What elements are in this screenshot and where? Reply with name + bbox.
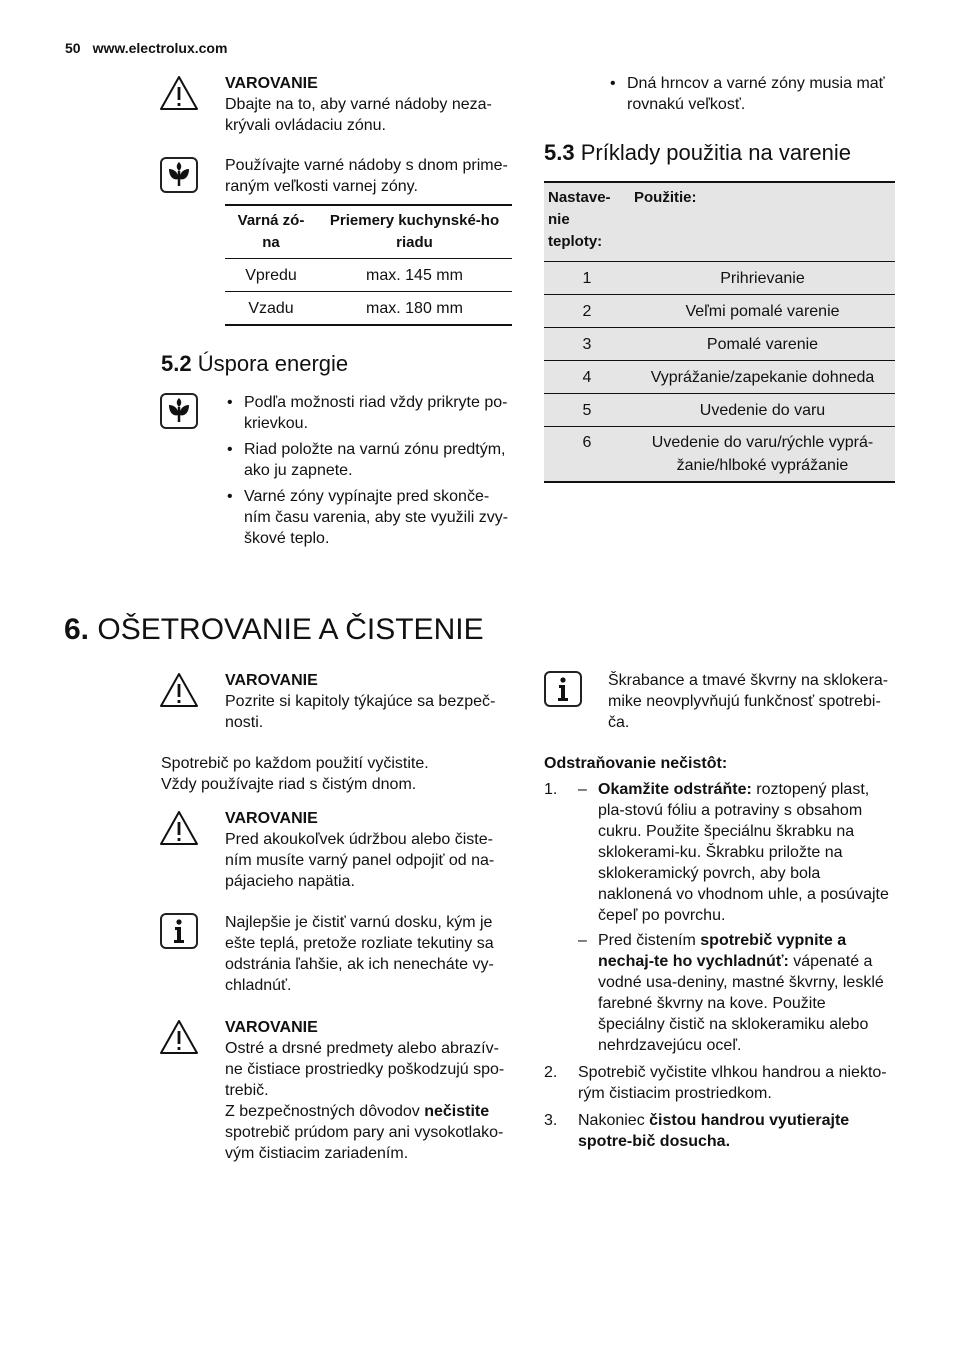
table-cell: 1 — [544, 262, 630, 295]
table-row — [544, 295, 895, 328]
text-run: spotrebič prúdom pary ani vysokotlako-vým čistiacim zariadením. — [225, 1124, 504, 1162]
warning-block — [225, 670, 515, 733]
dash: – — [578, 932, 587, 949]
table-row — [544, 262, 895, 295]
warning-title: VAROVANIE — [225, 75, 318, 92]
table-row — [544, 394, 895, 427]
paragraph: Vždy používajte riad s čistým dnom. — [161, 776, 417, 793]
dash: – — [578, 781, 587, 798]
page-header — [65, 38, 227, 59]
table-row — [225, 292, 512, 326]
section-heading — [161, 351, 348, 377]
warning-title: VAROVANIE — [225, 810, 318, 827]
section-number: 5.2 — [161, 351, 192, 376]
warning-text: Pred akoukoľvek údržbou alebo čiste-ním musíte varný panel odpojiť od na-pájacieho napätia. — [225, 831, 495, 890]
table-cell: Vzadu — [225, 292, 317, 326]
warning-title: VAROVANIE — [225, 1019, 318, 1036]
step-number: 1. — [544, 781, 558, 798]
table-cell: max. 145 mm — [317, 259, 512, 292]
info-note: Najlepšie je čistiť varnú dosku, kým je ešte teplá, pretože rozliate tekutiny sa odstránia ľahšie, ak ich nenecháte vy-chladnúť. — [225, 914, 494, 994]
info-note: Škrabance a tmavé škvrny na sklokera-mike neovplyvňujú funkčnosť spotrebi-ča. — [608, 672, 889, 731]
warning-text: Ostré a drsné predmety alebo abrazív-ne čistiace prostriedky poškodzujú spo-trebič. — [225, 1040, 505, 1099]
table-cell: 2 — [544, 295, 630, 328]
table-cell: Vpredu — [225, 259, 317, 292]
text-run: Spotrebič vyčistite vlhkou handrou a niekto-rým čistiacim prostriedkom. — [578, 1064, 887, 1102]
table-cell: Vyprážanie/zapekanie dohneda — [630, 361, 895, 394]
table-cell: Uvedenie do varu/rýchle vyprá-žanie/hlboké vyprážanie — [630, 427, 895, 483]
removal-title: Odstraňovanie nečistôt: — [544, 755, 728, 772]
text-run-bold: spotrebič vypnite a nechaj-te ho vychladnúť: — [598, 932, 847, 970]
warning-icon — [159, 810, 199, 846]
table-cell: 3 — [544, 328, 630, 361]
page-number: 50 — [65, 40, 81, 56]
table-cell: Veľmi pomalé varenie — [630, 295, 895, 328]
table-row — [544, 361, 895, 394]
table-cell: Uvedenie do varu — [630, 394, 895, 427]
text-run-bold: nečistite — [424, 1103, 490, 1120]
text-run-bold: čistou handrou vyutierajte spotre-bič dosucha. — [578, 1112, 850, 1150]
warning-block — [225, 808, 515, 892]
table-header: Použitie: — [630, 182, 895, 262]
table-row — [225, 259, 512, 292]
sub-step — [578, 779, 896, 926]
table-header: Priemery kuchynské-ho riadu — [317, 205, 512, 259]
text-run: Nakoniec — [578, 1112, 650, 1129]
text-run-bold: Okamžite odstráňte: — [598, 781, 752, 798]
table-cell: Prihrievanie — [630, 262, 895, 295]
text-run: Z bezpečnostných dôvodov — [225, 1103, 425, 1120]
cleaning-intro — [161, 753, 511, 795]
eco-icon — [160, 393, 198, 429]
step-number: 2. — [544, 1064, 558, 1081]
site-url: www.electrolux.com — [92, 40, 228, 56]
warning-icon — [159, 75, 199, 111]
warning-text — [225, 1101, 515, 1164]
list-item: • Varné zóny vypínajte pred skonče-ním času varenia, aby ste využili zvy-škové teplo. — [225, 486, 515, 549]
step-number: 3. — [544, 1112, 558, 1129]
energy-tips-list — [225, 392, 515, 554]
info-icon — [544, 671, 582, 707]
sub-step — [578, 930, 896, 1056]
table-cell: 5 — [544, 394, 630, 427]
warning-icon — [159, 1019, 199, 1055]
table-cell: 4 — [544, 361, 630, 394]
chapter-title: OŠETROVANIE A ČISTENIE — [97, 613, 484, 646]
table-row — [544, 328, 895, 361]
table-header: Nastave-nie teploty: — [544, 182, 630, 262]
section-heading — [544, 140, 851, 166]
text-run: Pred čistením — [598, 932, 701, 949]
cookware-tip-list — [608, 73, 898, 120]
list-item — [544, 1110, 896, 1152]
section-title: Príklady použitia na varenie — [580, 140, 851, 165]
table-header: Varná zó-na — [225, 205, 317, 259]
text-run: roztopený plast, pla-stovú fóliu a potraviny s obsahom cukru. Použite špeciálnu škrabku na sklokerami-ku. Škrabku priložte na sklokeramický povrch, aby bola naklonená vo vhodnom uhle, a posúvajte čepeľ po povrchu. — [598, 781, 889, 924]
list-item: • Podľa možnosti riad vždy prikryte po-krievkou. — [225, 392, 515, 434]
warning-text: Pozrite si kapitoly týkajúce sa bezpeč-nosti. — [225, 693, 496, 731]
info-icon — [160, 913, 198, 949]
table-cell: max. 180 mm — [317, 292, 512, 326]
text-run: vápenaté a vodné usa-deniny, mastné škvrny, lesklé farebné škvrny na kove. Použite špeciálny čistič na sklokeramiku alebo nehrdzavejúcu oceľ. — [598, 953, 884, 1054]
warning-block — [225, 1017, 515, 1164]
paragraph: Spotrebič po každom použití vyčistite. — [161, 755, 429, 772]
warning-text: Dbajte na to, aby varné nádoby neza-krývali ovládaciu zónu. — [225, 96, 492, 134]
table-cell: 6 — [544, 427, 630, 483]
section-title: Úspora energie — [197, 351, 349, 376]
heat-settings-table — [544, 181, 895, 483]
section-number: 5.3 — [544, 140, 575, 165]
cleaning-steps — [544, 779, 896, 1158]
table-row — [544, 427, 895, 483]
eco-icon — [160, 157, 198, 193]
eco-note: Používajte varné nádoby s dnom prime-raným veľkosti varnej zóny. — [225, 157, 508, 195]
list-item — [544, 1062, 896, 1104]
chapter-heading — [64, 613, 484, 647]
list-item: • Dná hrncov a varné zóny musia mať rovnakú veľkosť. — [608, 73, 898, 115]
cookware-table — [225, 204, 512, 326]
list-item: • Riad položte na varnú zónu predtým, ako ju zapnete. — [225, 439, 515, 481]
list-item — [544, 779, 896, 1056]
warning-title: VAROVANIE — [225, 672, 318, 689]
chapter-number: 6. — [64, 613, 90, 646]
table-cell: Pomalé varenie — [630, 328, 895, 361]
warning-icon — [159, 672, 199, 708]
warning-block — [225, 73, 515, 136]
